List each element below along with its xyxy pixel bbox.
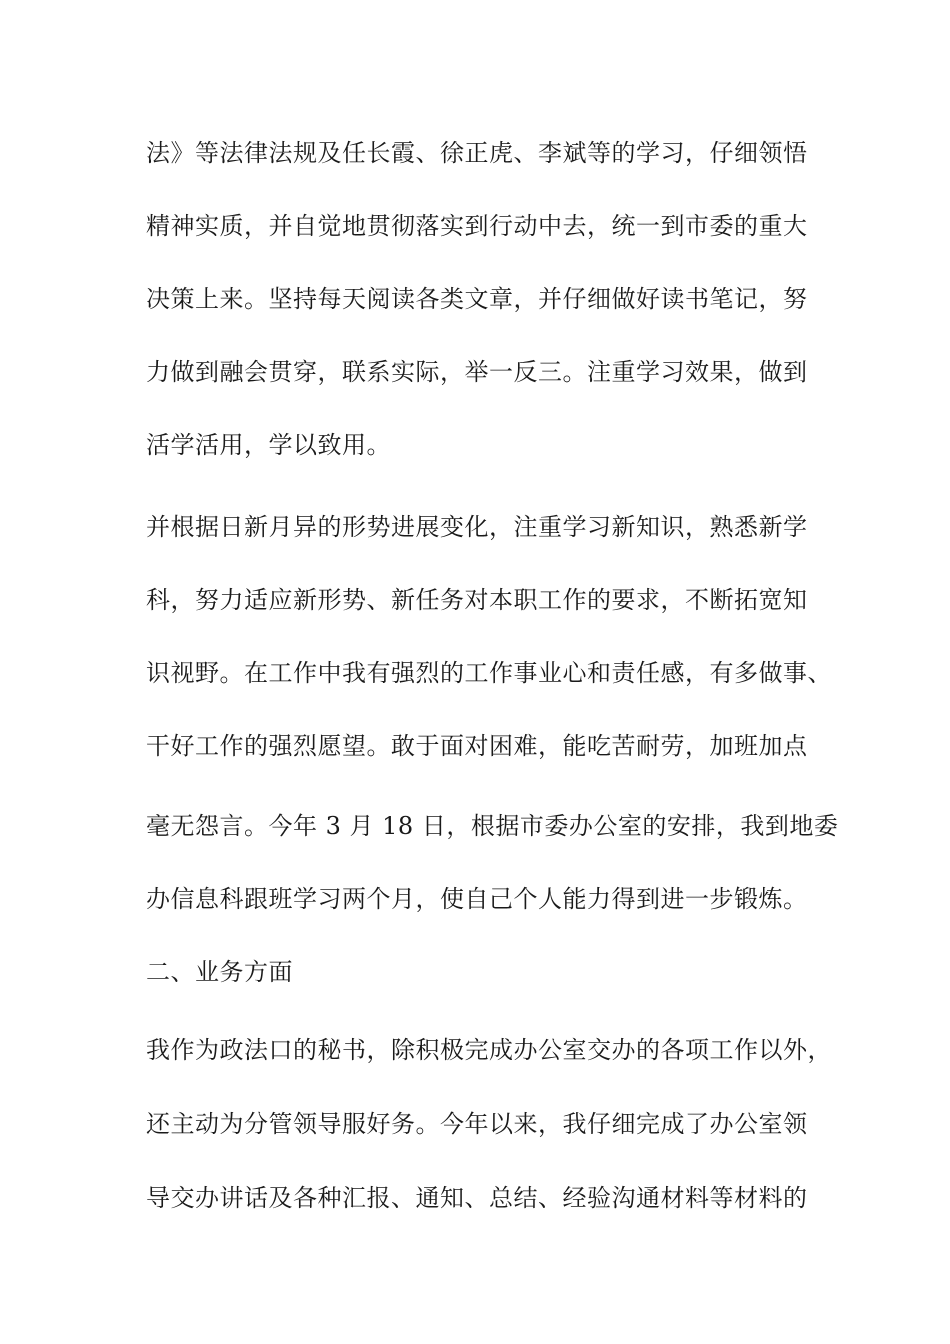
text-line-2: 精神实质，并自觉地贯彻落实到行动中去，统一到市委的重大 [146,212,808,240]
text-line-9: 干好工作的强烈愿望。敢于面对困难，能吃苦耐劳，加班加点 [146,732,808,760]
text-line-6: 并根据日新月异的形势进展变化，注重学习新知识，熟悉新学 [146,513,808,541]
text-line-11: 办信息科跟班学习两个月，使自己个人能力得到进一步锻炼。 [146,885,808,913]
text-line-15: 导交办讲话及各种汇报、通知、总结、经验沟通材料等材料的 [146,1184,808,1212]
text-line-1: 法》等法律法规及任长霞、徐正虎、李斌等的学习，仔细领悟 [146,139,808,167]
text-line-3: 决策上来。坚持每天阅读各类文章，并仔细做好读书笔记，努 [146,285,808,313]
text-line-10: 毫无怨言。今年 3 月 18 日，根据市委办公室的安排，我到地委 [146,812,839,840]
text-line-13: 我作为政法口的秘书，除积极完成办公室交办的各项工作以外， [146,1036,832,1064]
text-line-4: 力做到融会贯穿，联系实际，举一反三。注重学习效果，做到 [146,358,808,386]
text-line-14: 还主动为分管领导服好务。今年以来，我仔细完成了办公室领 [146,1110,808,1138]
text-line-7: 科，努力适应新形势、新任务对本职工作的要求，不断拓宽知 [146,586,808,614]
section-heading: 二、业务方面 [146,958,293,986]
text-line-8: 识视野。在工作中我有强烈的工作事业心和责任感，有多做事、 [146,659,832,687]
text-line-5: 活学活用，学以致用。 [146,431,391,459]
